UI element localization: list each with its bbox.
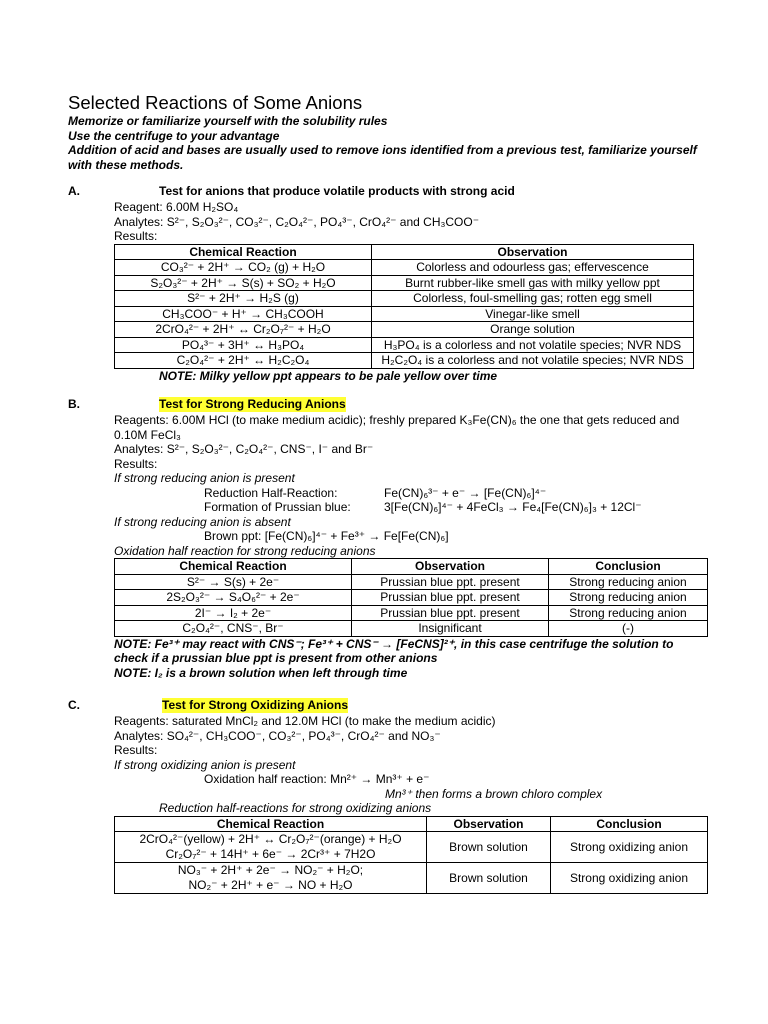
table-caption: Oxidation half reaction for strong reducing anions — [114, 543, 376, 558]
table-row — [115, 621, 708, 637]
observation-cell: H₃PO₄ is a colorless and not volatile species; NVR NDS — [372, 337, 694, 353]
reaction-cell: S₂O₃²⁻ + 2H⁺ → S(s) + SO₂ + H₂O — [115, 275, 372, 291]
table-header-row — [115, 559, 708, 575]
table-row — [115, 260, 694, 276]
column-header: Chemical Reaction — [115, 244, 372, 260]
condition-line: If strong oxidizing anion is present — [114, 757, 296, 772]
half-reaction-row — [68, 486, 708, 501]
document-page — [68, 92, 708, 892]
reagent-line: Reagent: 6.00M H₂SO₄ — [114, 200, 239, 214]
prussian-blue-row — [68, 500, 708, 515]
section-a-heading — [68, 184, 708, 200]
reaction-line: 2CrO₄²⁻(yellow) + 2H⁺ ↔ Cr₂O₇²⁻(orange) + H₂O — [139, 832, 402, 846]
reagents-line: Reagents: saturated MnCl₂ and 12.0M HCl (to make the medium acidic) — [114, 714, 496, 728]
reaction-cell: C₂O₄²⁻ + 2H⁺ ↔ H₂C₂O₄ — [115, 353, 372, 369]
column-header: Observation — [427, 816, 551, 832]
intro-line: Memorize or familiarize yourself with the solubility rules — [68, 114, 388, 128]
condition-line: If strong reducing anion is present — [114, 471, 295, 485]
reaction-line: NO₃⁻ + 2H⁺ + 2e⁻ → NO₂⁻ + H₂O; — [177, 863, 364, 877]
section-c-heading — [68, 698, 708, 714]
section-letter: B. — [68, 397, 80, 411]
results-label: Results: — [114, 229, 158, 243]
table-row — [115, 590, 708, 606]
reaction-line: Cr₂O₇²⁻ + 14H⁺ + 6e⁻ → 2Cr³⁺ + 7H2O — [165, 847, 376, 861]
conclusion-cell: Strong oxidizing anion — [551, 832, 708, 863]
section-title: Test for Strong Reducing Anions — [159, 397, 346, 411]
section-letter: C. — [68, 698, 80, 712]
reaction-cell: S²⁻ + 2H⁺ → H₂S (g) — [115, 291, 372, 307]
column-header: Observation — [352, 559, 549, 575]
reagents-line: Reagents: 6.00M HCl (to make medium acidic); freshly prepared K₃Fe(CN)₆ the one that gets reduced and 0.10M FeCl₃ — [114, 413, 680, 442]
prussian-blue-label: Formation of Prussian blue: — [204, 500, 351, 514]
section-title: Test for anions that produce volatile products with strong acid — [159, 184, 515, 198]
prussian-blue-equation: 3[Fe(CN)₆]⁴⁻ + 4FeCl₃ → Fe₄[Fe(CN)₆]₃ + 12Cl⁻ — [384, 500, 642, 514]
reaction-cell: 2CrO₄²⁻ + 2H⁺ ↔ Cr₂O₇²⁻ + H₂O — [115, 322, 372, 338]
brown-ppt-line: Brown ppt: [Fe(CN)₆]⁴⁻ + Fe³⁺ → Fe[Fe(CN)₆] — [204, 529, 449, 543]
observation-cell: Prussian blue ppt. present — [352, 574, 549, 590]
column-header: Conclusion — [551, 816, 708, 832]
table-row — [115, 353, 694, 369]
reducing-anions-table — [114, 558, 708, 637]
reaction-cell: S²⁻ → S(s) + 2e⁻ — [115, 574, 352, 590]
analytes-line: Analytes: SO₄²⁻, CH₃COO⁻, CO₃²⁻, PO₄³⁻, CrO₄²⁻ and NO₃⁻ — [114, 728, 441, 743]
reaction-cell: C₂O₄²⁻, CNS⁻, Br⁻ — [115, 621, 352, 637]
reaction-cell — [115, 863, 427, 894]
observation-cell: Orange solution — [372, 322, 694, 338]
analytes-line: Analytes: S²⁻, S₂O₃²⁻, CO₃²⁻, C₂O₄²⁻, PO₄³⁻, CrO₄²⁻ and CH₃COO⁻ — [114, 214, 480, 229]
reaction-cell: CH₃COO⁻ + H⁺ → CH₃COOH — [115, 306, 372, 322]
column-header: Chemical Reaction — [115, 559, 352, 575]
table-row — [115, 306, 694, 322]
observation-cell: Colorless and odourless gas; effervescence — [372, 260, 694, 276]
reaction-line: NO₂⁻ + 2H⁺ + e⁻ → NO + H₂O — [188, 878, 353, 892]
table-row — [115, 275, 694, 291]
reaction-cell: PO₄³⁻ + 3H⁺ ↔ H₃PO₄ — [115, 337, 372, 353]
section-letter: A. — [68, 184, 80, 198]
conclusion-cell: (-) — [549, 621, 708, 637]
oxidation-half-line: Oxidation half reaction: Mn²⁺ → Mn³⁺ + e⁻ — [204, 772, 430, 786]
column-header: Observation — [372, 244, 694, 260]
half-reaction-label: Reduction Half-Reaction: — [204, 485, 338, 500]
table-row — [115, 291, 694, 307]
observation-cell: Brown solution — [427, 832, 551, 863]
observation-cell: Prussian blue ppt. present — [352, 590, 549, 606]
observation-cell: Burnt rubber-like smell gas with milky yellow ppt — [372, 275, 694, 291]
observation-cell: Colorless, foul-smelling gas; rotten egg smell — [372, 291, 694, 307]
observation-cell: Vinegar-like smell — [372, 306, 694, 322]
observation-cell: H₂C₂O₄ is a colorless and not volatile species; NVR NDS — [372, 353, 694, 369]
page-title: Selected Reactions of Some Anions — [68, 92, 363, 113]
conclusion-cell: Strong reducing anion — [549, 590, 708, 606]
observation-cell: Brown solution — [427, 863, 551, 894]
reaction-cell: CO₃²⁻ + 2H⁺ → CO₂ (g) + H₂O — [115, 260, 372, 276]
reaction-cell: 2S₂O₃²⁻ → S₄O₆²⁻ + 2e⁻ — [115, 590, 352, 606]
condition-line: If strong reducing anion is absent — [114, 514, 291, 529]
conclusion-cell: Strong oxidizing anion — [551, 863, 708, 894]
section-b-heading — [68, 397, 708, 413]
oxidizing-anions-table — [114, 816, 708, 895]
reaction-cell: 2I⁻ → I₂ + 2e⁻ — [115, 605, 352, 621]
intro-notes — [68, 114, 708, 172]
note-line: NOTE: Milky yellow ppt appears to be pale yellow over time — [159, 368, 498, 383]
note-line: NOTE: Fe³⁺ may react with CNS⁻; Fe³⁺ + CNS⁻ → [FeCNS]²⁺, in this case centrifuge the solution to check if a prussian blue ppt is present from other anions — [114, 636, 674, 665]
table-row — [115, 574, 708, 590]
section-a — [68, 184, 708, 383]
column-header: Conclusion — [549, 559, 708, 575]
table-caption: Reduction half-reactions for strong oxidizing anions — [159, 801, 432, 815]
mn-complex-note: Mn³⁺ then forms a brown chloro complex — [385, 786, 603, 801]
note-line: NOTE: I₂ is a brown solution when left through time — [114, 665, 408, 680]
results-label: Results: — [114, 743, 158, 757]
observation-cell: Insignificant — [352, 621, 549, 637]
volatile-products-table — [114, 244, 694, 369]
table-header-row — [115, 244, 694, 260]
section-title: Test for Strong Oxidizing Anions — [162, 698, 348, 712]
reaction-cell — [115, 832, 427, 863]
table-row — [115, 605, 708, 621]
table-row — [115, 322, 694, 338]
intro-line: Addition of acid and bases are usually used to remove ions identified from a previous test, familiarize yourself with these methods. — [68, 143, 697, 172]
table-header-row — [115, 816, 708, 832]
half-reaction-equation: Fe(CN)₆³⁻ + e⁻ → [Fe(CN)₆]⁴⁻ — [384, 485, 547, 500]
conclusion-cell: Strong reducing anion — [549, 574, 708, 590]
table-row — [115, 832, 708, 863]
results-label: Results: — [114, 456, 158, 471]
observation-cell: Prussian blue ppt. present — [352, 605, 549, 621]
intro-line: Use the centrifuge to your advantage — [68, 128, 280, 143]
section-b — [68, 397, 708, 680]
analytes-line: Analytes: S²⁻, S₂O₃²⁻, C₂O₄²⁻, CNS⁻, I⁻ and Br⁻ — [114, 442, 374, 456]
section-c — [68, 698, 708, 894]
column-header: Chemical Reaction — [115, 816, 427, 832]
table-row — [115, 337, 694, 353]
table-row — [115, 863, 708, 894]
conclusion-cell: Strong reducing anion — [549, 605, 708, 621]
